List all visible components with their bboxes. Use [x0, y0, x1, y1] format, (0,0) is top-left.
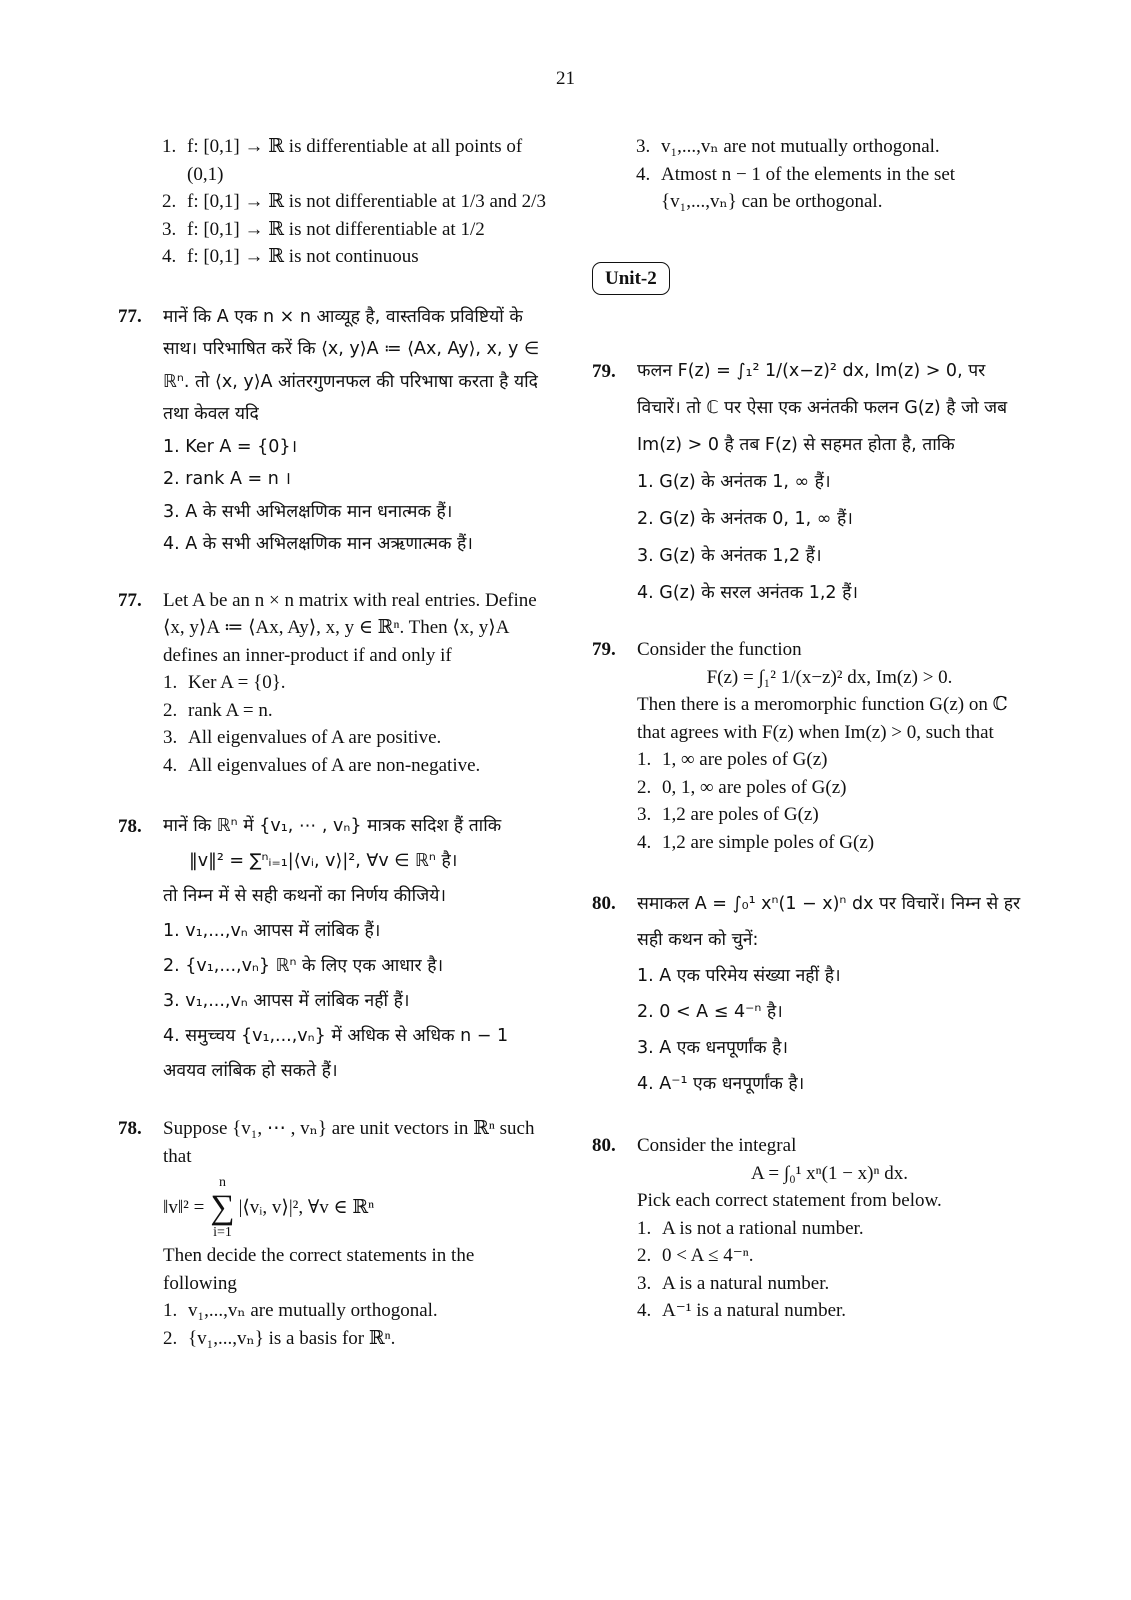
question-stem: मानें कि ℝⁿ में {v₁, ⋯ , vₙ} मात्रक सदिश हैं ताकि: [163, 816, 502, 836]
summation-symbol: [210, 1176, 234, 1240]
option: 4. 1,2 are simple poles of G(z): [637, 831, 875, 853]
question-number: 78.: [118, 1118, 142, 1139]
question-79-hindi: [592, 353, 1022, 612]
option: 3. v₁,...,vₙ are not mutually orthogonal.: [636, 136, 940, 157]
question-77-english: [118, 587, 548, 780]
sigma-lower-limit: i=1: [213, 1225, 232, 1240]
question-number: 79.: [592, 361, 616, 382]
option: 4. A के सभी अभिलक्षणिक मान अऋणात्मक हैं।: [163, 534, 473, 554]
option: 4. G(z) के सरल अनंतक 1,2 हैं।: [637, 583, 859, 603]
option: 3. All eigenvalues of A are positive.: [163, 727, 442, 748]
option: 4. Atmost n − 1 of the elements in the set {v₁,...,vₙ} can be orthogonal.: [636, 163, 956, 212]
question-77-hindi: [118, 301, 548, 561]
page-number: 21: [556, 68, 575, 89]
right-column: [592, 133, 1022, 1325]
option: 3. f: [0,1] → ℝ is not differentiable at 1/2: [162, 218, 485, 240]
question-number: 79.: [592, 639, 616, 660]
option: 3. v₁,...,vₙ आपस में लांबिक नहीं हैं।: [163, 991, 410, 1011]
option: 1. 1, ∞ are poles of G(z): [637, 749, 828, 770]
question-stem: Consider the function: [637, 639, 802, 660]
unit-heading-wrap: [592, 262, 1022, 296]
formula-rhs: |⟨vᵢ, v⟩|², ∀v ∈ ℝⁿ: [238, 1197, 375, 1219]
option: 3. 1,2 are poles of G(z): [637, 804, 819, 825]
question-stem: फलन F(z) = ∫₁² 1/(x−z)² dx, Im(z) > 0, पर विचारें। तो ℂ पर ऐसा एक अनंतकी फलन G(z) है जो जब Im(z) > 0 है तब F(z) से सहमत होता है, ताकि: [637, 361, 1008, 455]
option: 3. A एक धनपूर्णांक है।: [637, 1038, 789, 1058]
question-stem: Consider the integral: [637, 1135, 797, 1156]
option: 2. G(z) के अनंतक 0, 1, ∞ हैं।: [637, 509, 853, 529]
q78-carry-options: [636, 133, 1022, 216]
option: 2. 0, 1, ∞ are poles of G(z): [637, 776, 847, 798]
option: 2. rank A = n.: [163, 699, 273, 721]
question-stem: मानें कि A एक n × n आव्यूह है, वास्तविक प्रविष्टियों के साथ। परिभाषित करें कि ⟨x, y⟩A ≔ ⟨Ax, Ay⟩, x, y ∈ ℝⁿ. तो ⟨x, y⟩A आंतरगुणनफल की परिभाषा करता है यदि तथा केवल यदि: [163, 306, 540, 424]
option: 1. Ker A = {0}।: [163, 436, 298, 457]
option: 3. A is a natural number.: [637, 1272, 830, 1294]
option: 2. rank A = n ।: [163, 469, 292, 489]
question-80-hindi: [592, 886, 1022, 1102]
integral-formula: F(z) = ∫₁² 1/(x−z)² dx, Im(z) > 0.: [706, 666, 953, 688]
question-stem: समाकल A = ∫₀¹ xⁿ(1 − x)ⁿ dx पर विचारें। निम्न से हर सही कथन को चुनें:: [637, 894, 1021, 950]
question-number: 77.: [118, 305, 142, 327]
integral-formula: A = ∫₀¹ xⁿ(1 − x)ⁿ dx.: [750, 1162, 908, 1184]
sigma-upper-limit: n: [218, 1175, 226, 1190]
option: 4. A⁻¹ is a natural number.: [637, 1300, 847, 1321]
question-number: 80.: [592, 1135, 616, 1156]
question-stem-continued: Then there is a meromorphic function G(z) on ℂ that agrees with F(z) when Im(z) > 0, such that: [637, 694, 1008, 743]
unit-heading: Unit-2: [592, 262, 670, 296]
question-stem: Suppose {v₁, ⋯ , vₙ} are unit vectors in ℝⁿ such that: [163, 1118, 535, 1167]
question-stem: Let A be an n × n matrix with real entries. Define ⟨x, y⟩A ≔ ⟨Ax, Ay⟩, x, y ∈ ℝⁿ. Then ⟨x, y⟩A defines an inner-product if and only if: [163, 589, 537, 666]
question-78-hindi: [118, 809, 548, 1089]
question-78-english: [118, 1115, 548, 1352]
option: 2. {v₁,...,vₙ} is a basis for ℝⁿ.: [163, 1327, 396, 1349]
option: 1. v₁,...,vₙ are mutually orthogonal.: [163, 1300, 438, 1321]
option: 1. f: [0,1] → ℝ is differentiable at all points of (0,1): [162, 136, 523, 185]
option: 3. G(z) के अनंतक 1,2 हैं।: [637, 546, 822, 566]
question-80-english: [592, 1132, 1022, 1325]
question-stem-continued: Then decide the correct statements in the following: [163, 1245, 475, 1294]
option: 4. A⁻¹ एक धनपूर्णांक है।: [637, 1074, 805, 1094]
option: 1. G(z) के अनंतक 1, ∞ हैं।: [637, 472, 831, 492]
option: 4. समुच्चय {v₁,...,vₙ} में अधिक से अधिक n − 1 अवयव लांबिक हो सकते हैं।: [163, 1026, 509, 1081]
left-column: [118, 133, 548, 1352]
option: 4. f: [0,1] → ℝ is not continuous: [162, 246, 419, 267]
question-number: 80.: [592, 893, 616, 914]
formula-lhs: ‖v‖² =: [163, 1197, 205, 1219]
option: 3. A के सभी अभिलक्षणिक मान धनात्मक हैं।: [163, 501, 453, 522]
sigma-icon: ∑: [210, 1189, 235, 1226]
option: 1. A is not a rational number.: [637, 1217, 864, 1239]
option: 2. f: [0,1] → ℝ is not differentiable at 1/3 and 2/3: [162, 191, 546, 212]
option: 1. A एक परिमेय संख्या नहीं है।: [637, 966, 841, 986]
norm-formula: ‖v‖² = ∑ⁿᵢ₌₁|⟨vᵢ, v⟩|², ∀v ∈ ℝⁿ है।: [189, 851, 458, 871]
option: 4. All eigenvalues of A are non-negative.: [163, 754, 481, 776]
question-number: 78.: [118, 816, 142, 837]
q76-carry-options: [162, 133, 548, 271]
option: 2. 0 < A ≤ 4⁻ⁿ.: [637, 1245, 754, 1266]
question-number: 77.: [118, 589, 142, 611]
option: 1. Ker A = {0}.: [163, 672, 286, 693]
question-stem-continued: Pick each correct statement from below.: [637, 1190, 942, 1211]
option: 2. {v₁,...,vₙ} ℝⁿ के लिए एक आधार है।: [163, 956, 444, 976]
option: 1. v₁,...,vₙ आपस में लांबिक हैं।: [163, 921, 381, 941]
question-79-english: [592, 636, 1022, 856]
question-stem-continued: तो निम्न में से सही कथनों का निर्णय कीजिये।: [163, 886, 446, 906]
option: 2. 0 < A ≤ 4⁻ⁿ है।: [637, 1002, 783, 1022]
norm-formula: [163, 1176, 548, 1240]
